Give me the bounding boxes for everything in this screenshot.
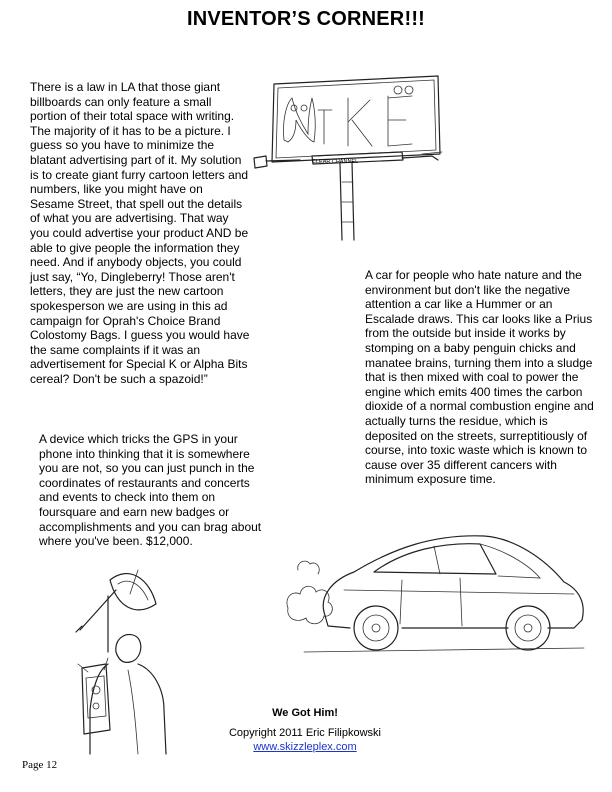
- page-title: INVENTOR’S CORNER!!!: [186, 8, 426, 30]
- billboard-caption-text: CLEAR CHANNEL: [312, 159, 359, 165]
- copyright-text: Copyright 2011 Eric Filipkowski: [228, 727, 382, 739]
- footer-tagline: We Got Him!: [272, 707, 338, 719]
- billboard-article-text: There is a law in LA that those giant billboards can only feature a small portion of their total space with writing. The majority of it has to be a picture. I guess so you have to minimize the blatant advertising part of it. My solution is to create giant furry cartoon letters and numbers, like you might have on Sesame Street, that spell out the details of what you are advertising. That way you could advertise your product AND be able to give people the information they need. And if anybody objects, you could just say, “Yo, Dingleberry! Those aren't letters, they are just the new cartoon spokesperson we are using in this ad campaign for Oprah's Choice Brand Colostomy Bags. I guess you would have the same complaints if it was an advertisement for Special K or Alpha Bits cereal? Don't be such a spazoid!”: [30, 80, 250, 386]
- page-number: Page 12: [22, 759, 58, 771]
- website-link[interactable]: www.skizzleplex.com: [253, 741, 357, 753]
- car-article-text: A car for people who hate nature and the environment but don't like the negative attention a car like a Hummer or an Escalade draws. This car looks like a Prius from the outside but inside it works by stomping on a baby penguin chicks and manatee brains, turning them into a sludge that is then mixed with coal to power the engine which emits 400 times the carbon dioxide of a normal combustion engine and actually turns the residue, which is deposited on the streets, surreptitiously of course, into toxic waste which is known to cause over 35 different cancers with minimum exposure time.: [365, 268, 594, 487]
- gps-article-text: A device which tricks the GPS in your phone into thinking that it is somewhere you are not, so you can just punch in the coordinates of restaurants and concerts and events to check into them on foursquare and earn new badges or accomplishments and you can brag about where you've been. $12,000.: [39, 432, 262, 549]
- car-illustration: [284, 520, 590, 670]
- billboard-illustration: [252, 62, 452, 244]
